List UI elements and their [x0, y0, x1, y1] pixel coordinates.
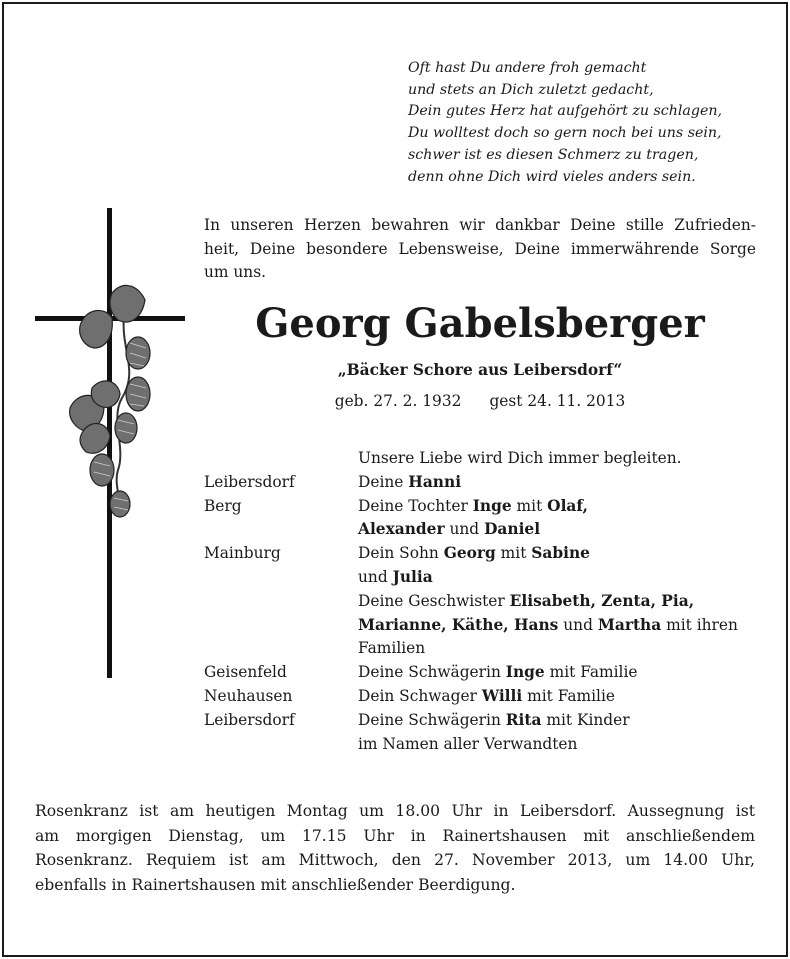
mourners-list [204, 447, 764, 756]
mourner-names [358, 495, 588, 519]
mourner-names [358, 566, 433, 590]
mourner-text: Dein Schwager [358, 686, 482, 705]
mourner-name: Rita [505, 710, 542, 729]
poem-line: und stets an Dich zuletzt gedacht, [408, 81, 654, 98]
mourner-row [204, 566, 764, 590]
mourner-text: und [358, 567, 393, 586]
poem-line: denn ohne Dich wird vieles anders sein. [408, 168, 696, 185]
mourner-text: und [444, 520, 485, 539]
mourner-row [204, 518, 764, 542]
mourner-names [358, 733, 577, 757]
mourner-text: mit Familie [522, 686, 615, 705]
mourner-text: Deine Schwägerin [358, 663, 506, 682]
mourner-place [204, 590, 358, 614]
mourner-names [358, 542, 590, 566]
service-line: ebenfalls in Rainertshausen mit anschließender Beerdigung. [35, 875, 516, 894]
mourner-text: Deine [358, 472, 409, 491]
mourners-intro-text: Unsere Liebe wird Dich immer begleiten. [358, 449, 682, 467]
mourner-names [358, 518, 540, 542]
mourner-place [204, 637, 358, 661]
mourner-name: Inge [505, 663, 545, 682]
mourner-names [358, 709, 630, 733]
mourners-intro [204, 447, 764, 471]
mourner-text: Familien [358, 639, 426, 658]
intro-text [204, 214, 756, 285]
life-dates [200, 390, 760, 412]
intro-line: um uns. [204, 263, 267, 282]
mourner-row [204, 661, 764, 685]
mourner-row [204, 685, 764, 709]
mourner-place: Berg [204, 496, 242, 515]
mourner-text: mit Familie [544, 663, 638, 682]
mourner-row [204, 542, 764, 566]
mourner-name: Georg [443, 544, 496, 563]
mourner-place: Geisenfeld [204, 663, 287, 682]
mourner-names [358, 590, 694, 614]
mourner-name: Martha [597, 615, 662, 634]
mourner-row [204, 637, 764, 661]
service-details [35, 799, 755, 897]
deceased-nickname: „Bäcker Schore aus Leibersdorf“ [337, 361, 623, 379]
poem [408, 58, 768, 188]
mourner-name: Daniel [484, 520, 541, 539]
mourner-text: mit ihren [661, 615, 738, 634]
mourner-text: mit [511, 496, 548, 515]
mourner-place [204, 733, 358, 757]
poem-line: schwer ist es diesen Schmerz zu tragen, [408, 146, 699, 163]
mourner-name: Hanni [408, 472, 462, 491]
deceased-name: Georg Gabelsberger [255, 300, 705, 347]
mourner-names [358, 661, 637, 685]
mourner-row [204, 495, 764, 519]
birth-date: geb. 27. 2. 1932 [334, 392, 462, 410]
mourner-place [204, 566, 358, 590]
intro-line: heit, Deine besondere Lebensweise, Deine immerwährende Sorge [204, 239, 756, 258]
mourner-row [204, 471, 764, 495]
poem-line: Dein gutes Herz hat aufgehört zu schlagen, [408, 103, 723, 120]
mourner-place [204, 614, 358, 638]
poem-line: Du wolltest doch so gern noch bei uns sein, [408, 125, 722, 142]
mourner-name: Alexander [358, 520, 445, 539]
mourner-name: Willi [481, 686, 523, 705]
mourner-text: und [558, 615, 598, 634]
mourner-place [204, 518, 358, 542]
mourner-name: Julia [392, 567, 433, 586]
mourner-place: Mainburg [204, 544, 281, 563]
mourner-place: Leibersdorf [204, 472, 295, 491]
mourner-name: Marianne, Käthe, Hans [358, 615, 559, 634]
mourner-name: Sabine [531, 544, 590, 563]
mourner-row [204, 590, 764, 614]
mourner-text: Deine Tochter [358, 496, 473, 515]
mourner-row [204, 733, 764, 757]
mourner-row [204, 614, 764, 638]
mourner-row [204, 709, 764, 733]
death-date: gest 24. 11. 2013 [489, 392, 626, 410]
service-line: am morgigen Dienstag, um 17.15 Uhr in Rainertshausen mit anschließendem [35, 826, 755, 845]
mourner-text: mit Kinder [541, 710, 630, 729]
mourner-text: mit [495, 544, 532, 563]
intro-line: In unseren Herzen bewahren wir dankbar Deine stille Zufrieden- [204, 216, 756, 234]
mourner-names [358, 471, 461, 495]
mourner-names [358, 614, 738, 638]
mourner-name: Inge [472, 496, 512, 515]
service-line: Rosenkranz ist am heutigen Montag um 18.00 Uhr in Leibersdorf. Aussegnung ist [35, 802, 755, 820]
service-line: Rosenkranz. Requiem ist am Mittwoch, den 27. November 2013, um 14.00 Uhr, [35, 851, 755, 870]
cross-with-hops-icon [30, 208, 190, 680]
mourner-name: Elisabeth, Zenta, Pia, [509, 591, 695, 610]
mourner-text: Deine Schwägerin [358, 710, 506, 729]
mourner-place: Leibersdorf [204, 710, 295, 729]
mourner-names [358, 685, 615, 709]
mourner-text: Dein Sohn [358, 544, 444, 563]
poem-line: Oft hast Du andere froh gemacht [408, 60, 647, 76]
mourner-text: Deine Geschwister [358, 591, 510, 610]
mourner-text: im Namen aller Verwandten [358, 734, 578, 753]
mourner-place: Neuhausen [204, 686, 293, 705]
mourner-name: Olaf, [547, 496, 589, 515]
mourner-names [358, 637, 425, 661]
